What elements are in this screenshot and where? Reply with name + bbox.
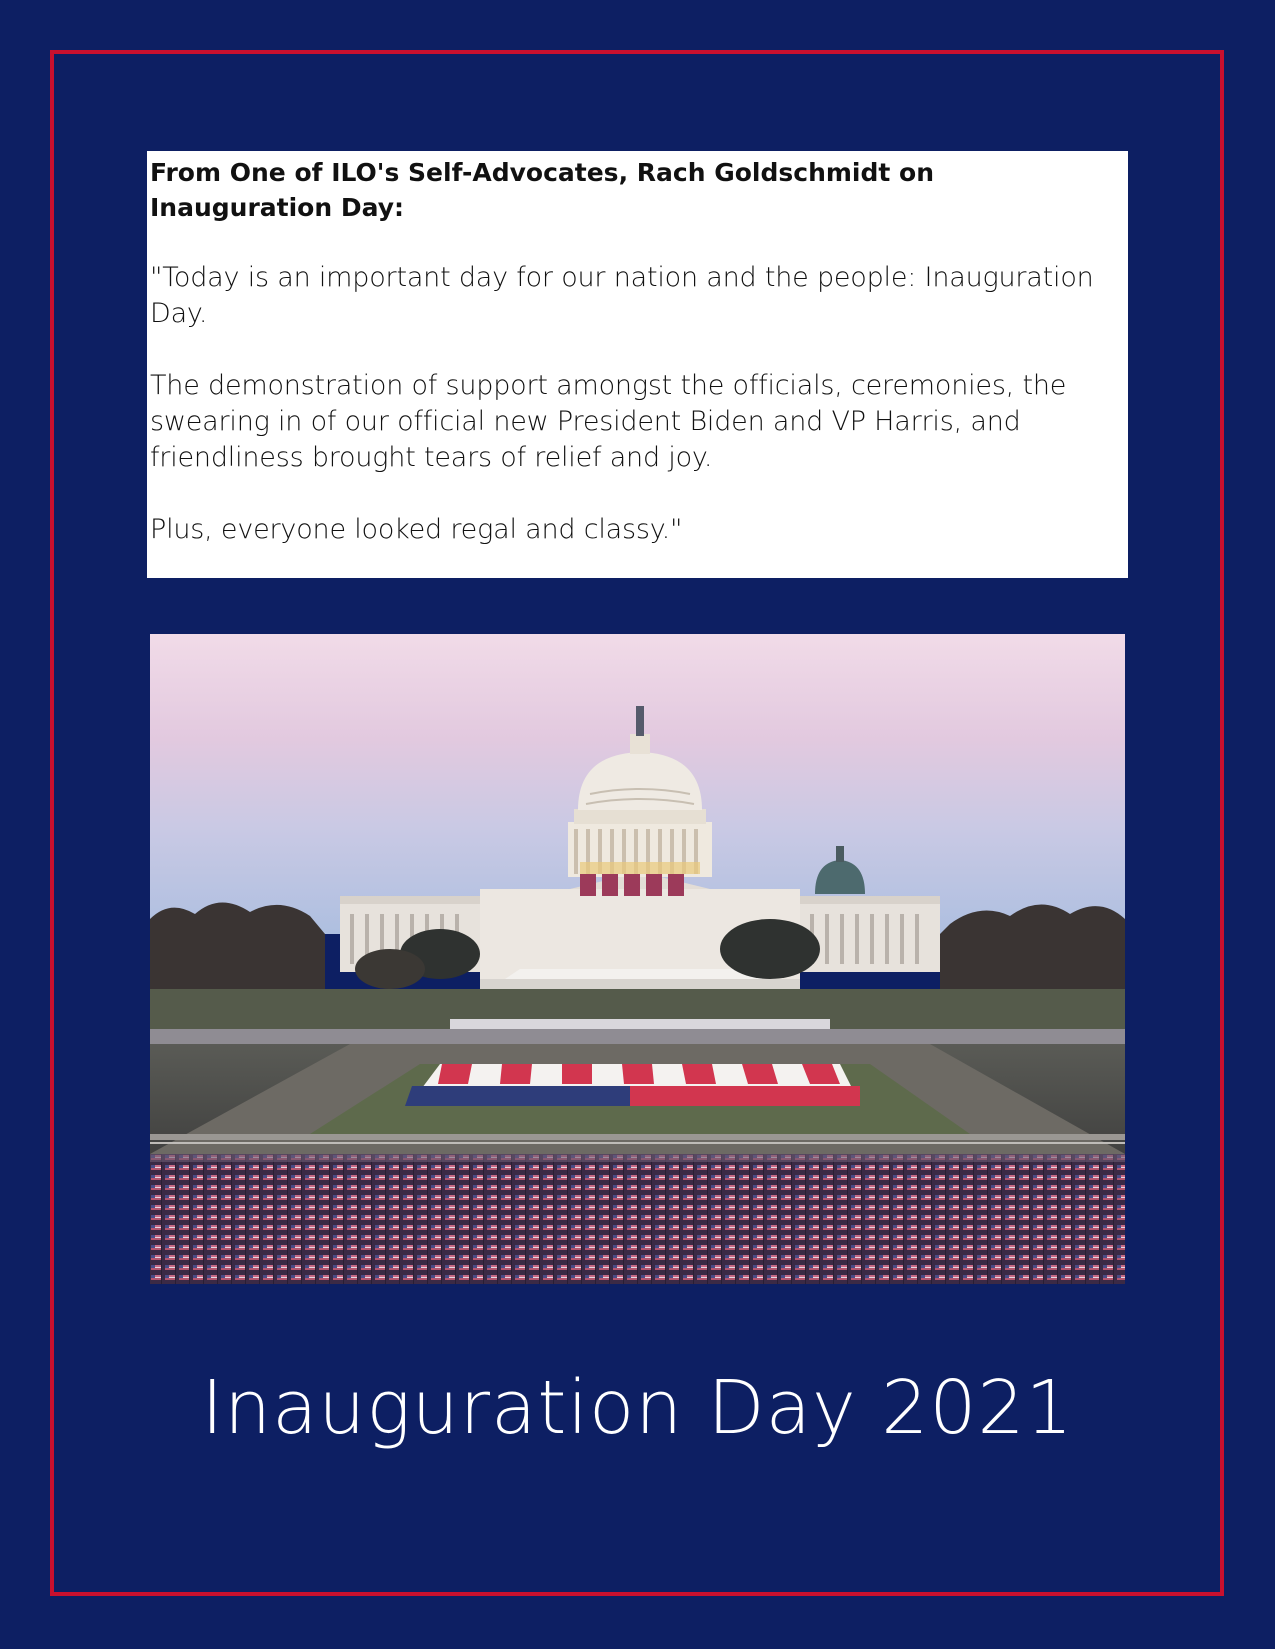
page-title: Inauguration Day 2021 bbox=[201, 1365, 1074, 1451]
quote-heading: From One of ILO's Self-Advocates, Rach Goldschmidt on Inauguration Day: bbox=[150, 158, 935, 222]
quote-box bbox=[147, 151, 1128, 578]
quote-paragraph: "Today is an important day for our nation and the people: Inauguration Day. bbox=[150, 262, 1094, 329]
quote-paragraph: The demonstration of support amongst the officials, ceremonies, the swearing in of our official new President Biden and VP Harris, and friendliness brought tears of relief and joy. bbox=[150, 370, 1067, 473]
quote-paragraph: Plus, everyone looked regal and classy." bbox=[150, 514, 683, 545]
capitol-photo bbox=[150, 634, 1125, 1284]
